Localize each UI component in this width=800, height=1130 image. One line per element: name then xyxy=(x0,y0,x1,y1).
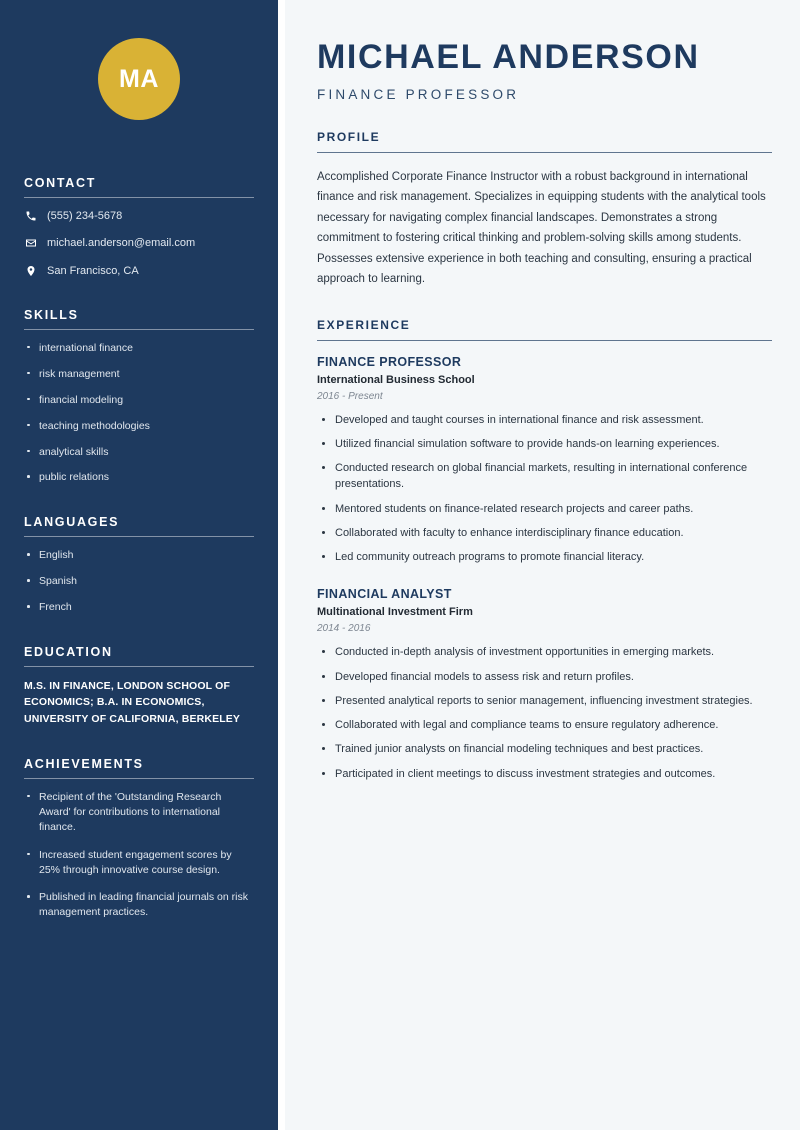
list-item: analytical skills xyxy=(24,445,254,460)
list-item: Collaborated with legal and compliance teams to ensure regulatory adherence. xyxy=(317,717,772,733)
list-item: teaching methodologies xyxy=(24,419,254,434)
list-item: Trained junior analysts on financial modeling techniques and best practices. xyxy=(317,741,772,757)
contact-item-phone xyxy=(24,209,254,223)
list-item: Mentored students on finance-related research projects and career paths. xyxy=(317,501,772,517)
languages-divider xyxy=(24,536,254,537)
achievements-heading: ACHIEVEMENTS xyxy=(24,756,144,771)
languages-list xyxy=(24,548,254,615)
job-bullet-list xyxy=(317,644,772,782)
languages-section xyxy=(24,515,254,615)
location-pin-icon xyxy=(24,264,37,277)
experience-heading: EXPERIENCE xyxy=(317,317,411,332)
contact-item-email xyxy=(24,236,254,250)
experience-divider xyxy=(317,340,772,341)
list-item: Led community outreach programs to promote financial literacy. xyxy=(317,549,772,565)
languages-heading: LANGUAGES xyxy=(24,515,120,530)
envelope-icon xyxy=(24,237,37,250)
skills-divider xyxy=(24,329,254,330)
job-dates: 2016 - Present xyxy=(317,390,383,402)
achievements-divider xyxy=(24,778,254,779)
column-gap xyxy=(278,0,285,1130)
achievements-list xyxy=(24,790,254,921)
list-item: Increased student engagement scores by 25% through innovative course design. xyxy=(24,848,254,878)
list-item: Utilized financial simulation software to provide hands-on learning experiences. xyxy=(317,436,772,452)
list-item: Spanish xyxy=(24,574,254,589)
list-item: risk management xyxy=(24,367,254,382)
list-item: financial modeling xyxy=(24,393,254,408)
contact-phone-value: (555) 234-5678 xyxy=(47,210,123,222)
skills-list xyxy=(24,341,254,485)
list-item: Published in leading financial journals on risk management practices. xyxy=(24,890,254,920)
contact-divider xyxy=(24,197,254,198)
main-content xyxy=(285,0,800,1130)
job-title: FINANCIAL ANALYST xyxy=(317,587,452,602)
skills-heading: SKILLS xyxy=(24,307,79,322)
profile-section xyxy=(317,130,772,290)
list-item: Presented analytical reports to senior management, influencing investment strategies. xyxy=(317,693,772,709)
contact-list xyxy=(24,209,254,278)
list-item: international finance xyxy=(24,341,254,356)
list-item: Participated in client meetings to discuss investment strategies and outcomes. xyxy=(317,766,772,782)
profile-heading: PROFILE xyxy=(317,129,381,144)
skills-section xyxy=(24,308,254,485)
sidebar xyxy=(0,0,278,1130)
experience-entry xyxy=(317,587,772,782)
avatar-initials: MA xyxy=(119,64,159,93)
list-item: public relations xyxy=(24,470,254,485)
contact-email-value: michael.anderson@email.com xyxy=(47,237,196,250)
list-item: Conducted in-depth analysis of investment opportunities in emerging markets. xyxy=(317,644,772,660)
contact-item-location xyxy=(24,264,254,278)
job-role-subtitle: FINANCE PROFESSOR xyxy=(317,86,520,102)
education-section xyxy=(24,645,254,727)
achievements-section xyxy=(24,757,254,921)
job-organization: International Business School xyxy=(317,373,475,386)
contact-heading: CONTACT xyxy=(24,176,97,190)
avatar-container xyxy=(24,0,254,120)
profile-divider xyxy=(317,152,772,153)
profile-text: Accomplished Corporate Finance Instructor with a robust background in international finance and risk management. Specializes in equipping students with the analytical tools necessary for navigating complex financial landscapes. Demonstrates a strong commitment to fostering critical thinking and problem-solving skills among students. Possesses extensive experience in both teaching and consulting, ensuring a practical approach to learning. xyxy=(317,170,766,286)
list-item: Recipient of the 'Outstanding Research Award' for contributions to international finance. xyxy=(24,790,254,836)
page-title: MICHAEL ANDERSON xyxy=(317,38,700,76)
education-text: M.S. IN FINANCE, LONDON SCHOOL OF ECONOMICS; B.A. IN ECONOMICS, UNIVERSITY OF CALIFORNIA, BERKELEY xyxy=(24,680,241,725)
job-organization: Multinational Investment Firm xyxy=(317,606,473,619)
list-item: Developed and taught courses in international finance and risk assessment. xyxy=(317,412,772,428)
phone-icon xyxy=(24,210,37,223)
contact-location-value: San Francisco, CA xyxy=(47,264,139,277)
job-title: FINANCE PROFESSOR xyxy=(317,354,462,369)
experience-section xyxy=(317,318,772,782)
education-heading: EDUCATION xyxy=(24,645,113,660)
list-item: Collaborated with faculty to enhance interdisciplinary finance education. xyxy=(317,525,772,541)
list-item: French xyxy=(24,600,254,615)
list-item: Conducted research on global financial markets, resulting in international conference presentations. xyxy=(317,460,772,493)
job-dates: 2014 - 2016 xyxy=(317,623,371,635)
contact-section xyxy=(24,176,254,278)
education-divider xyxy=(24,666,254,667)
job-bullet-list xyxy=(317,412,772,566)
experience-entry xyxy=(317,355,772,566)
list-item: Developed financial models to assess risk and return profiles. xyxy=(317,669,772,685)
avatar xyxy=(98,38,180,120)
list-item: English xyxy=(24,548,254,563)
